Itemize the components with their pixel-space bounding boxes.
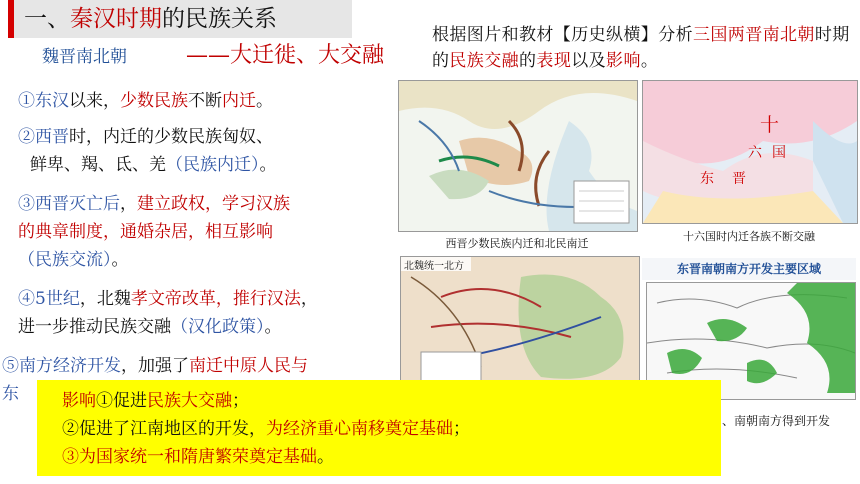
impact-2-text: ②促进了江南地区的开发，: [62, 419, 266, 439]
p3-comma: ，: [120, 194, 137, 214]
task-impact: 影响: [606, 51, 641, 71]
p1-text-2: 不断: [188, 91, 222, 111]
map-northern-wei: [400, 256, 640, 386]
map-1-graphic: [399, 81, 637, 231]
task-manifestation: 表现: [536, 51, 572, 71]
map-4-caption: 、南朝南方得到开发: [722, 414, 831, 428]
task-text-4: 以及: [571, 51, 607, 71]
task-period-mark: 。: [640, 51, 659, 71]
point-1: [18, 87, 273, 115]
point-2: [18, 123, 273, 151]
map-western-jin-migration: [398, 80, 638, 232]
p4-comma: ，: [300, 289, 318, 309]
page-title: [24, 5, 277, 33]
impact-line-1: [62, 386, 249, 416]
title-accent-stripe: [8, 0, 14, 38]
p4-note: （汉化政策）: [171, 317, 265, 337]
p5-text: ，加强了: [121, 356, 189, 376]
map-2-label-dong: 东: [700, 171, 732, 187]
p5-era: ⑤南方经济开发: [2, 356, 121, 376]
theme-subtitle: [186, 38, 384, 69]
task-text-3: 的: [519, 51, 537, 71]
map-2-caption: 十六国时内迁各族不断交融: [642, 228, 856, 244]
point-3-line-3: [18, 246, 129, 274]
impact-2-end: ；: [453, 419, 470, 439]
point-4-line-2: [18, 313, 282, 341]
theme-dash: ——: [186, 43, 230, 68]
map-3-header: 北魏统一北方: [404, 261, 464, 272]
map-2-label-3: [700, 168, 764, 188]
point-5-line-2: [2, 380, 19, 408]
task-text-2: 时期的: [432, 25, 850, 71]
p2-text: 时，内迁的少数民族匈奴、: [69, 127, 273, 147]
p3-text: 建立政权，学习汉族: [137, 194, 290, 214]
map-2-label-2: [748, 142, 796, 162]
theme-text: 大迁徙、大交融: [230, 43, 385, 68]
impact-1-text: ①促进: [96, 391, 147, 411]
p4-end: 。: [264, 317, 282, 337]
point-5: [2, 352, 308, 380]
impact-2-highlight: 为经济重心南移奠定基础: [266, 419, 453, 439]
p2-era: ②西晋: [18, 127, 69, 147]
period-subtitle: 魏晋南北朝: [42, 47, 127, 67]
point-3: [18, 190, 290, 218]
map-2-label-liu: 六: [748, 145, 772, 161]
impact-label: 影响: [62, 391, 96, 411]
map-2-label-1: 十: [760, 114, 780, 136]
p2-note: （民族内迁）: [166, 155, 260, 175]
map-2-label-guo: 国: [772, 145, 796, 161]
p3-note: （民族交流）: [18, 250, 112, 270]
point-3-line-2: [18, 218, 273, 246]
impact-1-end: ；: [232, 391, 249, 411]
title-prefix: 一、: [24, 6, 70, 32]
p5-highlight: 南迁中原人民与: [189, 356, 308, 376]
map-3-graphic: [401, 257, 639, 385]
p1-text: 以来，: [69, 91, 120, 111]
impact-line-3: [62, 442, 334, 472]
p1-era: ①东汉: [18, 91, 69, 111]
title-suffix: 的民族关系: [162, 6, 277, 32]
p3-text-2: 的典章制度，通婚杂居，相互影响: [18, 222, 273, 242]
p4-text: ，北魏: [79, 289, 131, 309]
p3-end: 。: [111, 250, 129, 270]
impact-3-highlight: ③为国家统一和隋唐繁荣奠定基础: [62, 447, 317, 467]
p4-reform: 孝文帝改革，推行汉法: [130, 289, 301, 309]
p4-text-2: 进一步推动民族交融: [18, 317, 171, 337]
p2-peoples: 鲜卑、羯、氐、羌: [30, 155, 166, 175]
p2-end: 。: [259, 155, 277, 175]
point-2-line-2: [30, 151, 277, 179]
impact-1-highlight: 民族大交融: [147, 391, 232, 411]
p3-era: ③西晋灭亡后: [18, 194, 120, 214]
p1-minorities: 少数民族: [120, 91, 188, 111]
task-fusion: 民族交融: [449, 51, 520, 71]
p5-text-2: 东: [2, 384, 19, 404]
map-2-label-jin: 晋: [732, 171, 764, 187]
point-4: [18, 285, 318, 313]
task-text-1: 根据图片和教材【历史纵横】分析: [432, 25, 693, 45]
task-instruction: [432, 22, 856, 74]
title-highlight: 秦汉时期: [70, 6, 162, 32]
impact-line-2: [62, 414, 470, 444]
map-1-caption: 西晋少数民族内迁和北民南迁: [445, 237, 589, 250]
task-period: 三国两晋南北朝: [693, 25, 815, 45]
map-4-header: 东晋南朝南方开发主要区域: [642, 258, 856, 280]
p1-end: 。: [256, 91, 273, 111]
p1-migrate: 内迁: [222, 91, 256, 111]
impact-3-end: 。: [317, 447, 334, 467]
p4-era: ④5世纪: [18, 289, 80, 309]
